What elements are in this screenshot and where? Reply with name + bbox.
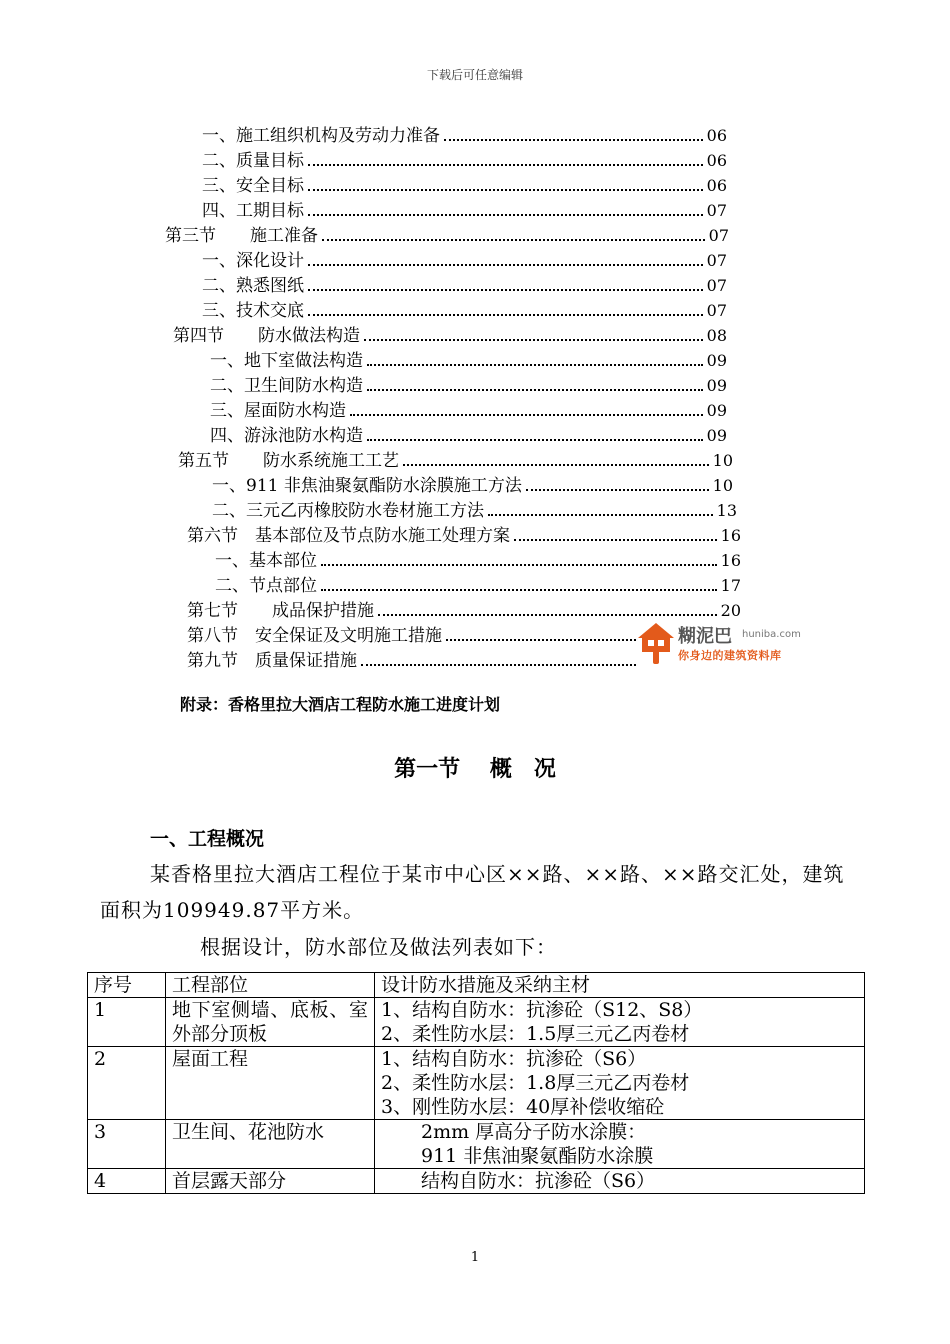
toc-leader-dots (308, 164, 703, 166)
toc-entry-label: 一、施工组织机构及劳动力准备 (202, 126, 440, 146)
toc-entry[interactable] (210, 424, 727, 448)
measure-line: 结构自防水：抗渗砼（S6） (421, 1170, 656, 1192)
toc-entry-label: 三、屋面防水构造 (210, 401, 346, 421)
table-intro-paragraph: 根据设计，防水部位及做法列表如下： (200, 935, 557, 959)
toc-entry-label: 三、安全目标 (202, 176, 304, 196)
toc-entry[interactable] (202, 149, 727, 173)
table-row (88, 1120, 865, 1169)
toc-leader-dots (364, 339, 703, 341)
cell-part: 屋面工程 (166, 1047, 375, 1120)
toc-leader-dots (514, 539, 717, 541)
toc-leader-dots (367, 364, 703, 366)
measure-line: 911 非焦油聚氨酯防水涂膜 (421, 1145, 654, 1167)
measure-line: 1、结构自防水：抗渗砼（S6） (381, 1048, 647, 1070)
measure-line: 2、柔性防水层：1.8厚三元乙丙卷材 (381, 1072, 690, 1094)
toc-entry-page: 09 (706, 401, 727, 420)
toc-entry-page: 10 (712, 476, 733, 495)
measure-line: 1、结构自防水：抗渗砼（S12、S8） (381, 999, 703, 1021)
toc-entry-page: 07 (706, 301, 727, 320)
cell-part: 地下室侧墙、底板、室外部分顶板 (166, 998, 375, 1047)
toc-entry-label: 一、911 非焦油聚氨酯防水涂膜施工方法 (212, 476, 522, 496)
toc-entry[interactable] (202, 174, 727, 198)
toc-entry-label: 第八节 安全保证及文明施工措施 (187, 626, 442, 646)
toc-entry-page: 06 (706, 126, 727, 145)
toc-entry-label: 一、基本部位 (215, 551, 317, 571)
toc-entry[interactable] (187, 524, 741, 548)
toc-leader-dots (361, 664, 636, 666)
toc-entry-label: 第九节 质量保证措施 (187, 651, 357, 671)
logo-tagline: 你身边的建筑资料库 (678, 649, 782, 662)
toc-entry[interactable] (165, 224, 729, 248)
toc-entry-label: 二、卫生间防水构造 (210, 376, 363, 396)
toc-entry-page: 20 (720, 601, 741, 620)
overview-paragraph: 某香格里拉大酒店工程位于某市中心区××路、××路、××路交汇处，建筑面积为109949.87平方米。 (100, 862, 845, 922)
toc-entry-label: 四、游泳池防水构造 (210, 426, 363, 446)
toc-entry-label: 一、地下室做法构造 (210, 351, 363, 371)
cell-no: 4 (88, 1169, 166, 1194)
toc-leader-dots (444, 139, 703, 141)
toc-leader-dots (321, 564, 717, 566)
toc-entry-label: 第六节 基本部位及节点防水施工处理方案 (187, 526, 510, 546)
toc-entry[interactable] (202, 274, 727, 298)
toc-entry[interactable] (202, 249, 727, 273)
toc-leader-dots (308, 289, 703, 291)
toc-entry[interactable] (215, 574, 741, 598)
toc-entry-page: 09 (706, 351, 727, 370)
cell-measures (375, 998, 865, 1047)
measure-line: 3、刚性防水层：40厚补偿收缩砼 (381, 1096, 665, 1118)
toc-leader-dots (446, 639, 636, 641)
toc-leader-dots (308, 264, 703, 266)
toc-entry-page: 10 (712, 451, 733, 470)
toc-entry-page: 06 (706, 176, 727, 195)
toc-entry-page: 13 (716, 501, 737, 520)
toc-leader-dots (526, 489, 709, 491)
toc-leader-dots (367, 439, 703, 441)
toc-leader-dots (322, 239, 705, 241)
toc-entry-label: 二、质量目标 (202, 151, 304, 171)
toc-entry-label: 第七节 成品保护措施 (187, 601, 374, 621)
toc-leader-dots (350, 414, 703, 416)
toc-leader-dots (308, 314, 703, 316)
toc-entry-page: 07 (706, 276, 727, 295)
toc-entry[interactable] (187, 649, 640, 673)
toc-entry[interactable] (202, 199, 727, 223)
toc-entry-page: 06 (706, 151, 727, 170)
logo-domain: huniba.com (742, 629, 801, 640)
toc-entry[interactable] (173, 324, 727, 348)
toc-entry-label: 第三节 施工准备 (165, 226, 318, 246)
toc-entry-page: 07 (708, 226, 729, 245)
toc-leader-dots (321, 589, 717, 591)
toc-entry-page: 16 (720, 526, 741, 545)
toc-leader-dots (367, 389, 703, 391)
cell-measures (375, 1169, 865, 1194)
toc-entry-page: 09 (706, 426, 727, 445)
page-number: 1 (470, 1250, 480, 1265)
logo-title: 糊泥巴 (678, 626, 732, 647)
toc-entry[interactable] (210, 349, 727, 373)
cell-part: 首层露天部分 (166, 1169, 375, 1194)
toc-entry-page: 17 (720, 576, 741, 595)
toc-entry[interactable] (210, 374, 727, 398)
site-watermark-logo (636, 620, 816, 668)
header-cell-measures: 设计防水措施及采纳主材 (375, 973, 865, 998)
table-header-row (88, 973, 865, 998)
toc-entry-page: 16 (720, 551, 741, 570)
toc-entry-page: 08 (706, 326, 727, 345)
toc-entry[interactable] (212, 474, 733, 498)
house-brush-icon (636, 620, 676, 666)
table-row (88, 1047, 865, 1120)
toc-entry-label: 二、熟悉图纸 (202, 276, 304, 296)
toc-leader-dots (308, 189, 703, 191)
measure-line: 2mm 厚高分子防水涂膜： (421, 1121, 647, 1143)
toc-entry[interactable] (187, 624, 640, 648)
toc-entry-label: 三、技术交底 (202, 301, 304, 321)
toc-entry[interactable] (215, 549, 741, 573)
cell-no: 3 (88, 1120, 166, 1169)
table-row (88, 998, 865, 1047)
toc-entry[interactable] (178, 449, 733, 473)
cell-part: 卫生间、花池防水 (166, 1120, 375, 1169)
toc-entry[interactable] (202, 124, 727, 148)
measure-line: 2、柔性防水层：1.5厚三元乙丙卷材 (381, 1023, 690, 1045)
cell-measures (375, 1047, 865, 1120)
header-cell-no: 序号 (88, 973, 166, 998)
toc-entry-page: 07 (706, 251, 727, 270)
cell-no: 1 (88, 998, 166, 1047)
toc-leader-dots (308, 214, 703, 216)
toc-entry[interactable] (202, 299, 727, 323)
cell-no: 2 (88, 1047, 166, 1120)
toc-entry-label: 二、三元乙丙橡胶防水卷材施工方法 (212, 501, 484, 521)
toc-entry-label: 第五节 防水系统施工工艺 (178, 451, 399, 471)
toc-leader-dots (378, 614, 717, 616)
toc-entry-label: 二、节点部位 (215, 576, 317, 596)
toc-entry-page: 09 (706, 376, 727, 395)
waterproofing-table (87, 972, 865, 1194)
section-title: 第一节 概 况 (394, 757, 556, 782)
table-row (88, 1169, 865, 1194)
toc-leader-dots (403, 464, 709, 466)
toc-entry-label: 一、深化设计 (202, 251, 304, 271)
sub-heading: 一、工程概况 (150, 828, 265, 850)
appendix-line: 附录：香格里拉大酒店工程防水施工进度计划 (180, 695, 501, 714)
header-cell-part: 工程部位 (166, 973, 375, 998)
toc-entry[interactable] (212, 499, 737, 523)
toc-entry[interactable] (210, 399, 727, 423)
toc-leader-dots (488, 514, 713, 516)
toc-entry-page: 07 (706, 201, 727, 220)
toc-entry-label: 四、工期目标 (202, 201, 304, 221)
toc-entry-label: 第四节 防水做法构造 (173, 326, 360, 346)
header-note: 下载后可任意编辑 (426, 68, 523, 82)
cell-measures (375, 1120, 865, 1169)
